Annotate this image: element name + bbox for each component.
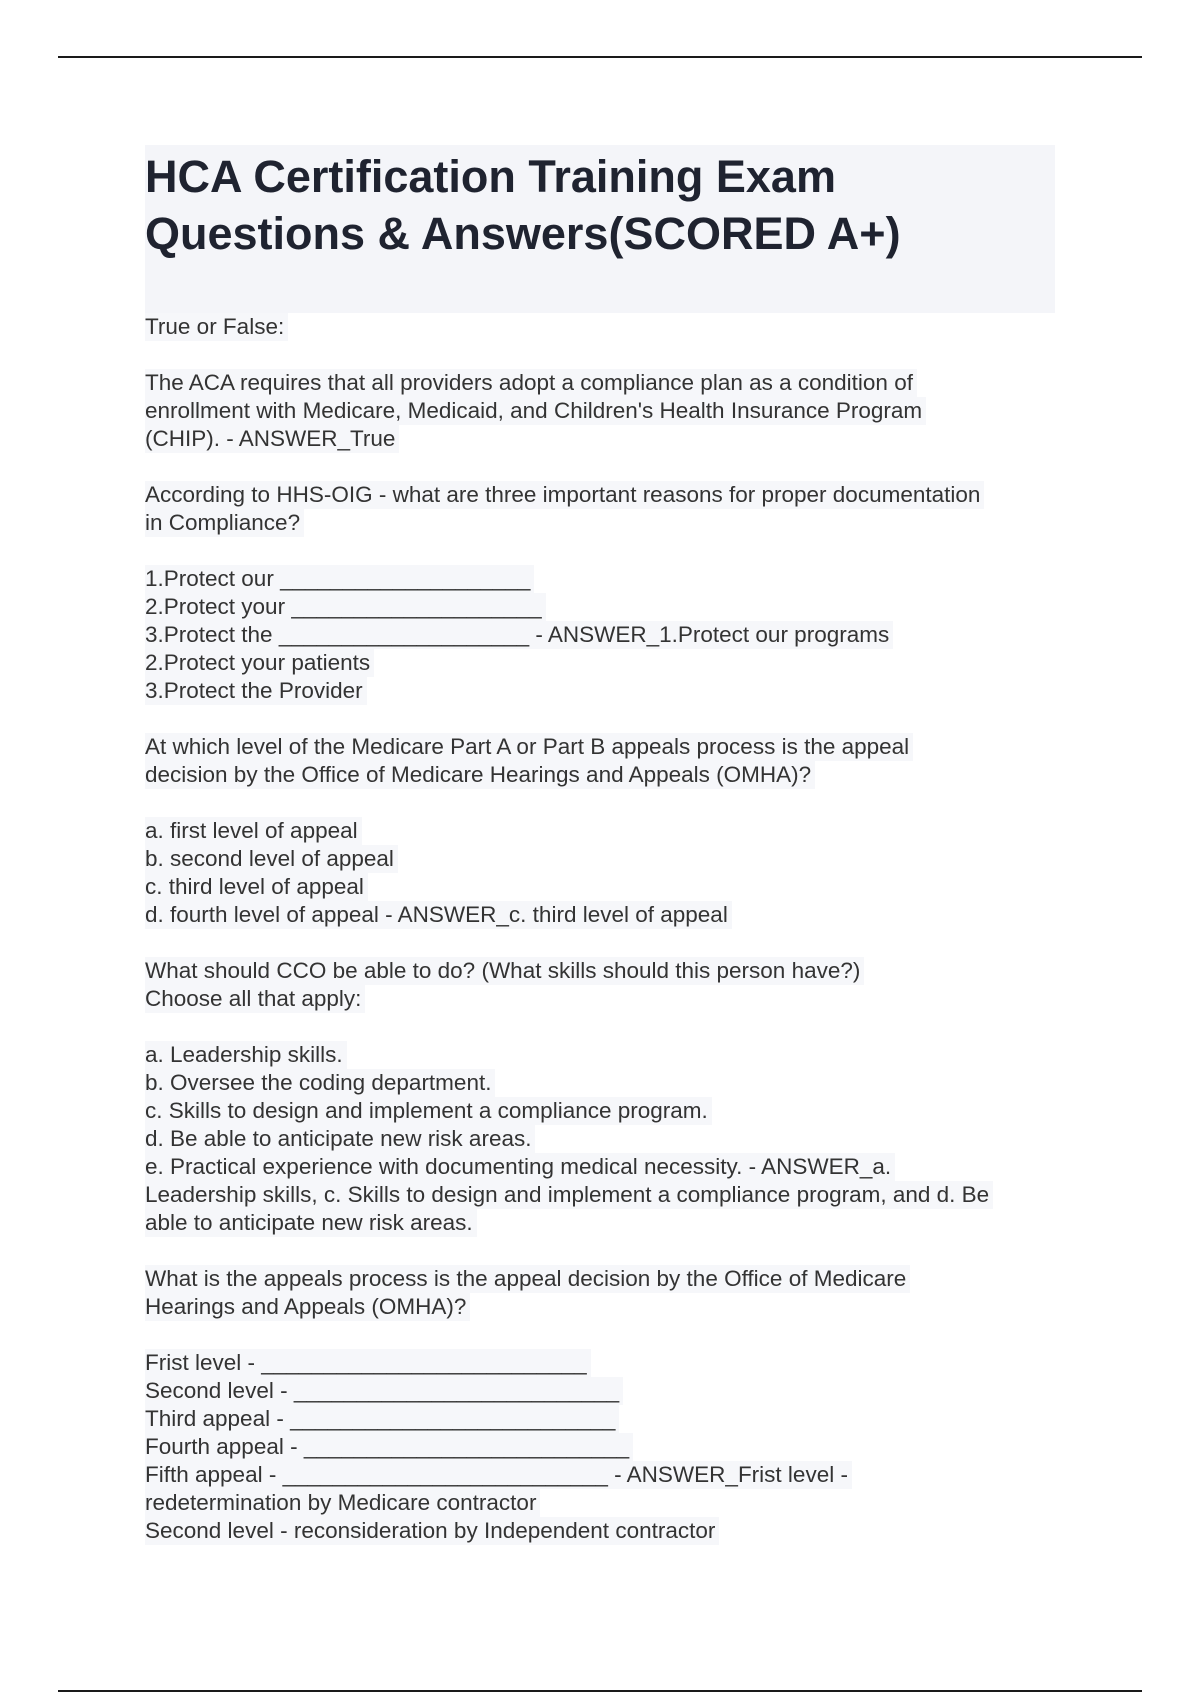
text-line: Hearings and Appeals (OMHA)? [145, 1293, 470, 1321]
paragraph-gap [145, 1321, 1065, 1349]
text-line: Fifth appeal - __________________________ - ANSWER_Frist level - [145, 1461, 852, 1489]
text-line: Third appeal - __________________________ [145, 1405, 619, 1433]
text-line: Leadership skills, c. Skills to design and implement a compliance program, and d. Be [145, 1181, 993, 1209]
question-block [145, 1265, 1065, 1321]
paragraph-gap [145, 1013, 1065, 1041]
text-line: e. Practical experience with documenting medical necessity. - ANSWER_a. [145, 1153, 895, 1181]
question-block [145, 957, 1065, 1013]
text-line: What should CCO be able to do? (What skills should this person have?) [145, 957, 864, 985]
question-block [145, 481, 1065, 537]
paragraph-gap [145, 1237, 1065, 1265]
text-line: d. fourth level of appeal - ANSWER_c. third level of appeal [145, 901, 732, 929]
text-line: Second level - reconsideration by Independent contractor [145, 1517, 719, 1545]
document-body [145, 313, 1065, 1545]
paragraph-gap [145, 453, 1065, 481]
text-line: Fourth appeal - __________________________ [145, 1433, 633, 1461]
text-line: a. first level of appeal [145, 817, 362, 845]
text-line: b. second level of appeal [145, 845, 398, 873]
top-rule [58, 56, 1142, 58]
text-line: enrollment with Medicare, Medicaid, and Children's Health Insurance Program [145, 397, 926, 425]
document-title [145, 148, 1045, 262]
text-line: 1.Protect our ____________________ [145, 565, 534, 593]
bottom-rule [58, 1690, 1142, 1692]
text-line: Frist level - __________________________ [145, 1349, 591, 1377]
text-line: c. third level of appeal [145, 873, 368, 901]
text-line: Choose all that apply: [145, 985, 365, 1013]
question-block [145, 565, 1065, 705]
text-line: decision by the Office of Medicare Hearings and Appeals (OMHA)? [145, 761, 815, 789]
question-block [145, 817, 1065, 929]
text-line: 2.Protect your ____________________ [145, 593, 546, 621]
text-line: 3.Protect the ____________________ - ANSWER_1.Protect our programs [145, 621, 893, 649]
question-block [145, 733, 1065, 789]
text-line: a. Leadership skills. [145, 1041, 347, 1069]
text-line: 2.Protect your patients [145, 649, 374, 677]
text-line: d. Be able to anticipate new risk areas. [145, 1125, 535, 1153]
text-line: 3.Protect the Provider [145, 677, 367, 705]
text-line: The ACA requires that all providers adopt a compliance plan as a condition of [145, 369, 917, 397]
paragraph-gap [145, 341, 1065, 369]
text-line: b. Oversee the coding department. [145, 1069, 495, 1097]
paragraph-gap [145, 789, 1065, 817]
question-block [145, 369, 1065, 453]
paragraph-gap [145, 705, 1065, 733]
text-line: According to HHS-OIG - what are three important reasons for proper documentation [145, 481, 984, 509]
text-line: in Compliance? [145, 509, 304, 537]
paragraph-gap [145, 537, 1065, 565]
text-line: What is the appeals process is the appeal decision by the Office of Medicare [145, 1265, 910, 1293]
text-line: At which level of the Medicare Part A or Part B appeals process is the appeal [145, 733, 913, 761]
text-line: redetermination by Medicare contractor [145, 1489, 540, 1517]
paragraph-gap [145, 929, 1065, 957]
question-block [145, 1349, 1065, 1545]
text-line: (CHIP). - ANSWER_True [145, 425, 399, 453]
text-line: True or False: [145, 313, 288, 341]
title-line: HCA Certification Training Exam [145, 151, 836, 202]
text-line: Second level - __________________________ [145, 1377, 623, 1405]
question-block [145, 1041, 1065, 1237]
text-line: able to anticipate new risk areas. [145, 1209, 477, 1237]
title-line: Questions & Answers(SCORED A+) [145, 208, 901, 259]
question-block [145, 313, 1065, 341]
text-line: c. Skills to design and implement a compliance program. [145, 1097, 712, 1125]
